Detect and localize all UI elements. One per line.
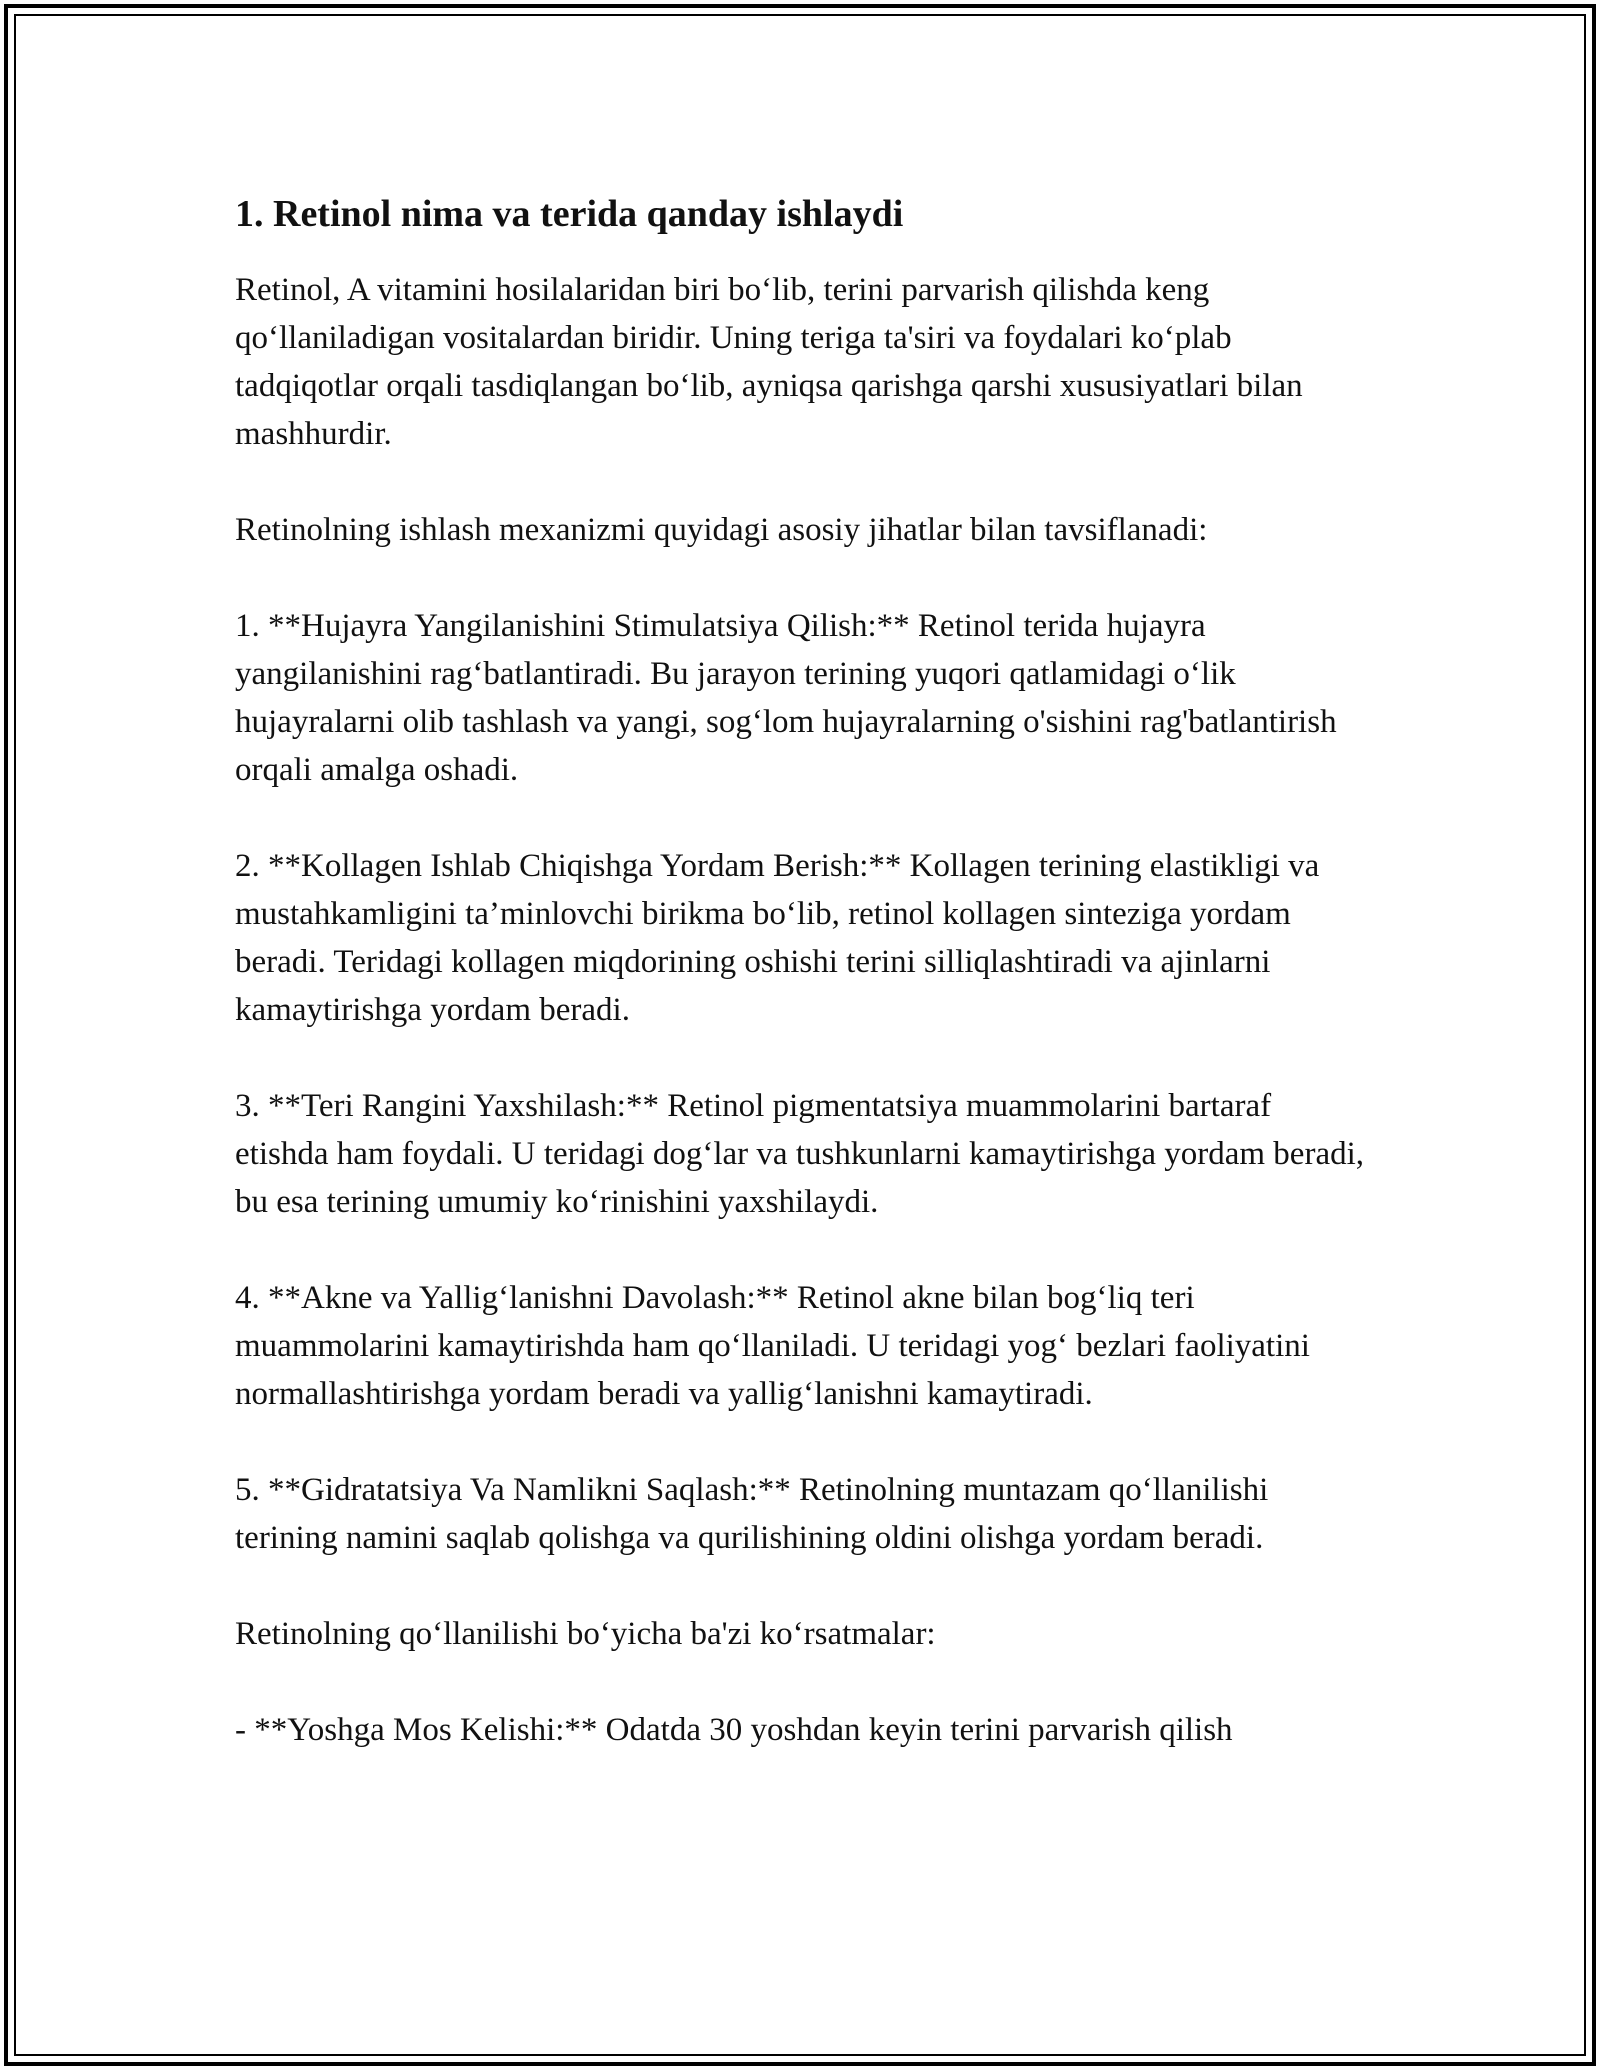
- list-item-skin-tone: 3. **Teri Rangini Yaxshilash:** Retinol pigmentatsiya muammolarini bartaraf etishda ham foydali. U teridagi dog‘lar va tushkunlarni kamaytirishga yordam beradi, bu esa terining umumiy ko‘rinishini yaxshilaydi.: [235, 1088, 1365, 1220]
- section-title: 1. Retinol nima va terida qanday ishlaydi: [235, 193, 904, 235]
- paragraph-usage-lead: Retinolning qo‘llanilishi bo‘yicha ba'zi ko‘rsatmalar:: [235, 1616, 936, 1652]
- document-body: [235, 190, 1365, 1754]
- list-item-collagen: 2. **Kollagen Ishlab Chiqishga Yordam Berish:** Kollagen terining elastikligi va mustahkamligini ta’minlovchi birikma bo‘lib, retinol kollagen sinteziga yordam beradi. Teridagi kollagen miqdorining oshishi terini silliqlashtiradi va ajinlarni kamaytirishga yordam beradi.: [235, 848, 1320, 1028]
- paragraph-intro: Retinol, A vitamini hosilalaridan biri bo‘lib, terini parvarish qilishda keng qo‘llaniladigan vositalardan biridir. Uning teriga ta'siri va foydalari ko‘plab tadqiqotlar orqali tasdiqlangan bo‘lib, ayniqsa qarishga qarshi xususiyatlari bilan mashhurdir.: [235, 272, 1303, 452]
- paragraph-mechanism-lead: Retinolning ishlash mexanizmi quyidagi asosiy jihatlar bilan tavsiflanadi:: [235, 512, 1208, 548]
- list-item-hydration: 5. **Gidratatsiya Va Namlikni Saqlash:** Retinolning muntazam qo‘llanilishi terining namini saqlab qolishga va qurilishining oldini olishga yordam beradi.: [235, 1472, 1269, 1556]
- list-item-age: - **Yoshga Mos Kelishi:** Odatda 30 yoshdan keyin terini parvarish qilish: [235, 1712, 1233, 1748]
- list-item-cell-renewal: 1. **Hujayra Yangilanishini Stimulatsiya Qilish:** Retinol terida hujayra yangilanishini rag‘batlantiradi. Bu jarayon terining yuqori qatlamidagi o‘lik hujayralarni olib tashlash va yangi, sog‘lom hujayralarning o'sishini rag'batlantirish orqali amalga oshadi.: [235, 608, 1337, 788]
- list-item-acne: 4. **Akne va Yallig‘lanishni Davolash:** Retinol akne bilan bog‘liq teri muammolarini kamaytirishda ham qo‘llaniladi. U teridagi yog‘ bezlari faoliyatini normallashtirishga yordam beradi va yallig‘lanishni kamaytiradi.: [235, 1280, 1310, 1412]
